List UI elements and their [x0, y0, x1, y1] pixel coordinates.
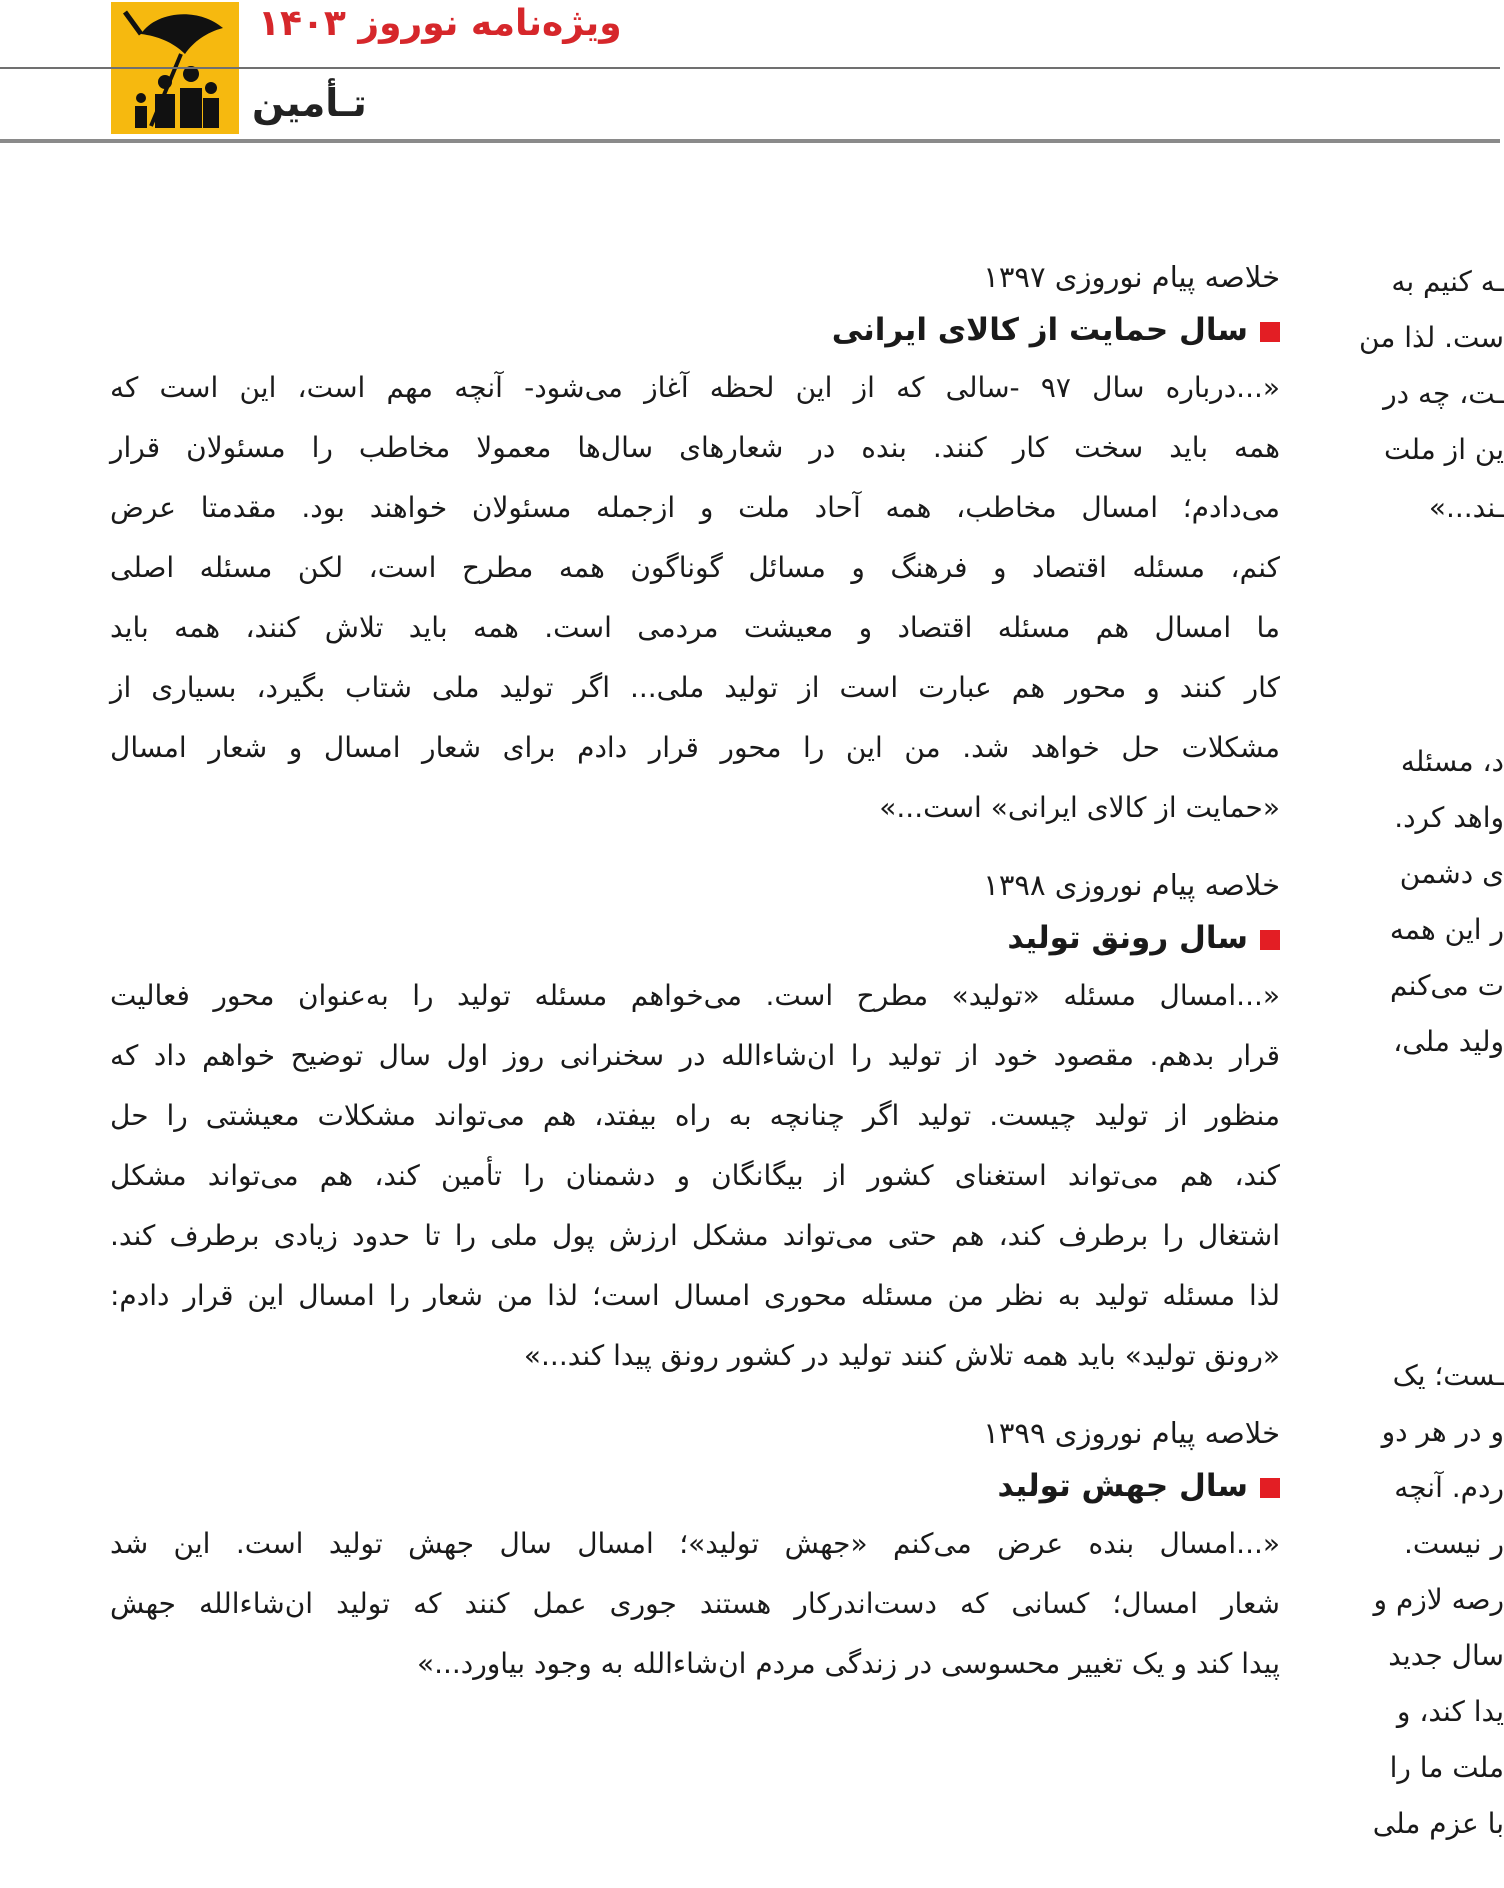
side-line: ملت ما را — [1389, 1751, 1504, 1784]
side-line: واهد کرد. — [1394, 801, 1504, 834]
body-line: منظور از تولید چیست. تولید اگر چنانچه به راه بیفتد، هم می‌تواند مشکلات معیشتی را حل — [110, 1099, 1280, 1132]
article-subtitle: خلاصه پیام نوروزی ۱۳۹۹ — [983, 1416, 1280, 1450]
special-issue-title: ویژه‌نامه نوروز ۱۴۰۳ — [258, 3, 622, 44]
page-header — [0, 0, 1500, 150]
body-line: کند، هم می‌تواند استغنای کشور از بیگانگان و دشمنان را تأمین کند، هم می‌تواند مشکل — [110, 1159, 1280, 1192]
header-divider-bottom — [0, 139, 1500, 143]
side-line: ولید ملی، — [1393, 1025, 1504, 1058]
body-line: «رونق تولید» باید همه تلاش کنند تولید در کشور رونق پیدا کند...» — [523, 1339, 1280, 1372]
side-line: ر این همه — [1389, 913, 1504, 946]
adjacent-column-fragment — [1359, 252, 1504, 1888]
body-line: مشکلات حل خواهد شد. من این را محور قرار دادم برای شعار امسال و شعار امسال — [110, 731, 1280, 764]
body-line: «...امسال مسئله «تولید» مطرح است. می‌خواهم مسئله تولید را به‌عنوان محور فعالیت — [110, 979, 1280, 1012]
body-line: کار کنند و محور هم عبارت است از تولید ملی... اگر تولید ملی شتاب بگیرد، بسیاری از — [110, 671, 1280, 704]
side-line: ـند...» — [1428, 491, 1504, 524]
body-line: کنم، مسئله اقتصاد و فرهنگ و مسائل گوناگون همه مطرح است، لکن مسئله اصلی — [110, 551, 1280, 584]
article-heading — [110, 302, 1280, 358]
side-line: ردم. آنچه — [1394, 1471, 1504, 1504]
side-line: ست. لذا من — [1359, 321, 1504, 354]
side-line: یدا کند، و — [1396, 1695, 1504, 1728]
body-line: می‌دادم؛ امسال مخاطب، همه آحاد ملت و ازجمله مسئولان خواهند بود. مقدمتا عرض — [110, 491, 1280, 524]
article-body — [110, 966, 1280, 1386]
body-line: «...درباره سال ۹۷ -سالی که از این لحظه آغاز می‌شود- آنچه مهم است، این است که — [110, 371, 1280, 404]
header-divider-top — [0, 67, 1500, 69]
side-line: ی دشمن — [1399, 857, 1504, 890]
body-line: اشتغال را برطرف کند، هم حتی می‌تواند مشکل ارزش پول ملی را تا حدود زیادی برطرف کند. — [110, 1219, 1280, 1252]
red-square-bullet-icon — [1260, 1478, 1280, 1498]
body-line: قرار بدهم. مقصود خود از تولید را ان‌شاءالله در سخنرانی روز اول سال توضیح خواهم داد که — [110, 1039, 1280, 1072]
red-square-bullet-icon — [1260, 930, 1280, 950]
side-line: ر نیست. — [1403, 1527, 1504, 1560]
body-line: ما امسال هم مسئله اقتصاد و معیشت مردمی است. همه باید تلاش کنند، همه باید — [110, 611, 1280, 644]
article-title: سال رونق تولید — [1007, 920, 1248, 956]
body-line: «حمایت از کالای ایرانی» است...» — [879, 791, 1280, 824]
side-line: با عزم ملی — [1372, 1807, 1504, 1840]
article-subtitle: خلاصه پیام نوروزی ۱۳۹۸ — [983, 868, 1280, 902]
side-line: ـست؛ یک — [1392, 1359, 1504, 1392]
section-title: تـأمین — [252, 81, 367, 125]
article-1397 — [110, 252, 1280, 838]
body-line: پیدا کند و یک تغییر محسوسی در زندگی مردم ان‌شاءالله به وجود بیاورد...» — [416, 1647, 1280, 1680]
article-1398 — [110, 860, 1280, 1386]
article-subtitle: خلاصه پیام نوروزی ۱۳۹۷ — [983, 260, 1280, 294]
body-line: «...امسال بنده عرض می‌کنم «جهش تولید»؛ امسال سال جهش تولید است. این شد — [110, 1527, 1280, 1560]
red-square-bullet-icon — [1260, 322, 1280, 342]
side-line: و در هر دو — [1381, 1415, 1504, 1448]
side-line: رصه لازم و — [1373, 1583, 1504, 1616]
article-heading — [110, 910, 1280, 966]
body-line: شعار امسال؛ کسانی که دست‌اندرکار هستند جوری عمل کنند که تولید ان‌شاءالله جهش — [110, 1587, 1280, 1620]
side-line: د، مسئله — [1400, 745, 1504, 778]
side-line: ـت، چه در — [1383, 377, 1504, 410]
article-heading — [110, 1458, 1280, 1514]
body-line: لذا مسئله تولید به نظر من مسئله محوری امسال است؛ لذا من شعار را امسال این قرار دادم: — [110, 1279, 1280, 1312]
article-title: سال حمایت از کالای ایرانی — [831, 312, 1248, 348]
side-line: سال جدید — [1388, 1639, 1504, 1672]
article-title: سال جهش تولید — [997, 1468, 1248, 1504]
article-1399 — [110, 1408, 1280, 1694]
article-body — [110, 358, 1280, 838]
article-body — [110, 1514, 1280, 1694]
main-column — [110, 252, 1280, 1716]
body-line: همه باید سخت کار کنند. بنده در شعارهای سال‌ها معمولا مخاطب را مسئولان قرار — [110, 431, 1280, 464]
side-line: ـه کنیم به — [1391, 265, 1504, 298]
side-line: ت می‌کنم — [1389, 969, 1504, 1002]
side-line: ین از ملت — [1384, 433, 1504, 466]
